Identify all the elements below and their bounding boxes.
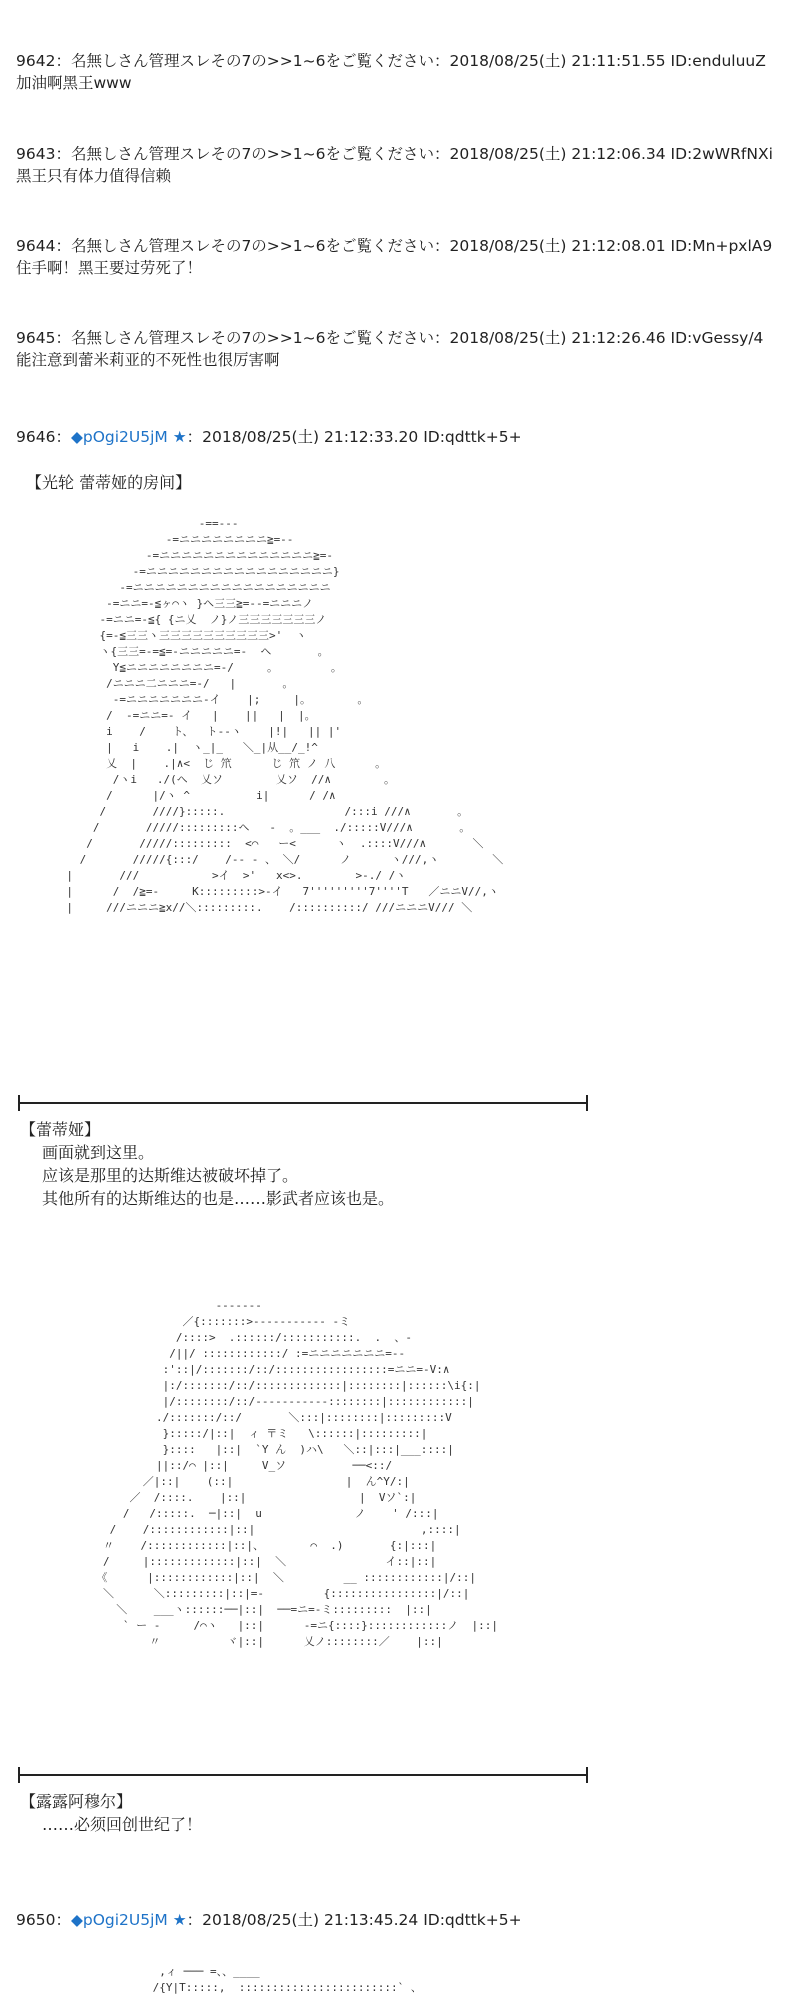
scene-separator [18, 1774, 588, 1776]
post-9646 [16, 426, 522, 448]
speech-line: 应该是那里的达斯维达被破坏掉了。 [42, 1166, 299, 1185]
post-9644 [16, 235, 772, 279]
speech-block-lulu [22, 1790, 202, 1836]
poster-nick[interactable]: ◆pOgi2U5jM ★ [70, 428, 187, 446]
poster-nick[interactable]: ◆pOgi2U5jM ★ [70, 1911, 187, 1929]
post-body: 加油啊黑王www [16, 74, 132, 92]
speech-line: 其他所有的达斯维达的也是……影武者应该也是。 [42, 1189, 395, 1208]
post-body: 能注意到蕾米莉亚的不死性也很厉害啊 [16, 351, 280, 369]
ascii-art-character: ------- ／{:::::::>----------- -ミ /::::> .::::::/:::::::::::. . 、- /||/ ::::::::::::/ :=ニニニニニニニ=-- :'::|/:::::::/::/:::::::::::::::::=ニニ=-V:∧ |:/:::::::/::/:::::::::::::|::::::::|::::::\i{:| |/::::::::/::/-----------::::::::|::::::::::::| ./:::::::/::/ ＼:::|::::::::|:::::::::V }:::::/|::| ィ 〒ミ \::::::|:::::::::| }:::: |::| `Y ん )ハ\ ＼::|:::|___::::| ||::/⌒ |::| V_ソ ──<::/ ／|::| (::| | ん^Y/:| ／ /::::. |::| | Vソ`:| / /:::::. ─|::| u ノ ' /:::| / /::::::::::::|::| ,::::| 〃 /::::::::::::|::|、 ⌒ .) {:|:::| / |:::::::::::::|::| ＼ イ::|::| 《 |::::::::::::|::| ＼ __ ::::::::::::|/::| ＼ ＼:::::::::|::|=- {::::::::::::::::|/::| ＼ ___ヽ::::::──|::| ──=ニ=-ミ::::::::: |::| ` ー - /⌒ヽ |::| -=ニ{::::}::::::::::::ノ |::| 〃 ヾ|::| 乂ノ::::::::／ |::| [96, 1299, 498, 1648]
post-header: 9643：名無しさん管理スレその7の>>1~6をご覧ください：2018/08/25(土) 21:12:06.34 ID:2wWRfNXi [16, 145, 773, 163]
post-meta: ：2018/08/25(土) 21:13:45.24 ID:qdttk+5+ [186, 1911, 522, 1929]
speech-line: 画面就到这里。 [42, 1143, 155, 1162]
post-body: 黑王只有体力值得信赖 [16, 167, 172, 185]
speaker-name: 【露露阿穆尔】 [20, 1792, 133, 1811]
speaker-name: 【蕾蒂娅】 [20, 1120, 101, 1139]
post-header: 9644：名無しさん管理スレその7の>>1~6をご覧ください：2018/08/25(土) 21:12:08.01 ID:Mn+pxlA9 [16, 237, 773, 255]
post-meta: ：2018/08/25(土) 21:12:33.20 ID:qdttk+5+ [186, 428, 522, 446]
ascii-art-room: -==--- -=ニニニニニニニニ≧=-- -=ニニニニニニニニニニニニニニ≧=- -=ニニニニニニニニニニニニニニニニニ} -=ニニニニニニニニニニニニニニニニニニ -=ニニ=-≦ヶ⌒ヽ }ヘ三三≧=--=ニニニノ -=ニニ=-≦{ {ニ乂 ノ}ノ三三三三三三三ノ {=-≦三三ヽ三三三三三三三三三三>' ヽ ヽ{三三=-=≦=-ニニニニニ=- ヘ 。 Y≦ニニニニニニニニ=-/ 。 。 /ニニニ二ニニニ=-/ | 。 -=ニニニニニニニ-イ |; |。 。 / -=ニニ=- イ | || | |。 i / ト、 ト--ヽ |!| || |' | i .| ヽ_|_ ＼_|从__/_!^ 乂 | .|∧< じ 笊 じ 笊 ノ 八 。 /ヽi ./(ヘ 乂ソ 乂ソ //∧ 。 / |/ヽ ^ i| / /∧ / ////}:::::. /:::i ///∧ 。 / /////:::::::::ヘ - 。___ ./:::::V///∧ 。 / /////::::::::: <⌒ ー< ヽ .::::V///∧ ＼ / /////{:::/ /-- - 、 ＼/ ノ ヽ///,ヽ ＼ | /// >イ >' x<>. >-./ /ヽ | / /≧=- K:::::::::>-イ 7'''''''''7''''T ／ニニV//,ヽ | ///ニニニ≧x//＼:::::::::. /::::::::::/ ///ニニニV/// ＼ [66, 517, 504, 914]
post-header [16, 428, 522, 446]
post-number: 9650： [16, 1911, 71, 1929]
post-header [16, 1911, 522, 1929]
post-9642 [16, 50, 766, 94]
post-9645 [16, 327, 763, 371]
post-header: 9642：名無しさん管理スレその7の>>1~6をご覧ください：2018/08/25(土) 21:11:51.55 ID:enduluuZ [16, 52, 766, 70]
post-9650 [16, 1909, 522, 1931]
speech-block-retia [22, 1118, 394, 1210]
scene-caption: 【光轮 蕾蒂娅的房间】 [26, 473, 192, 492]
scene-separator [18, 1102, 588, 1104]
post-header: 9645：名無しさん管理スレその7の>>1~6をご覧ください：2018/08/25(土) 21:12:26.46 ID:vGessy/4 [16, 329, 764, 347]
post-number: 9646： [16, 428, 71, 446]
post-9643 [16, 143, 773, 187]
post-body: 住手啊！黑王要过劳死了！ [16, 259, 203, 277]
ascii-art-fragment: ,ィ ─── =、、____ /{Y|T:::::, ::::::::::::::::::::::::` 、 [152, 1965, 422, 1994]
speech-line: ……必须回创世纪了！ [42, 1815, 203, 1834]
